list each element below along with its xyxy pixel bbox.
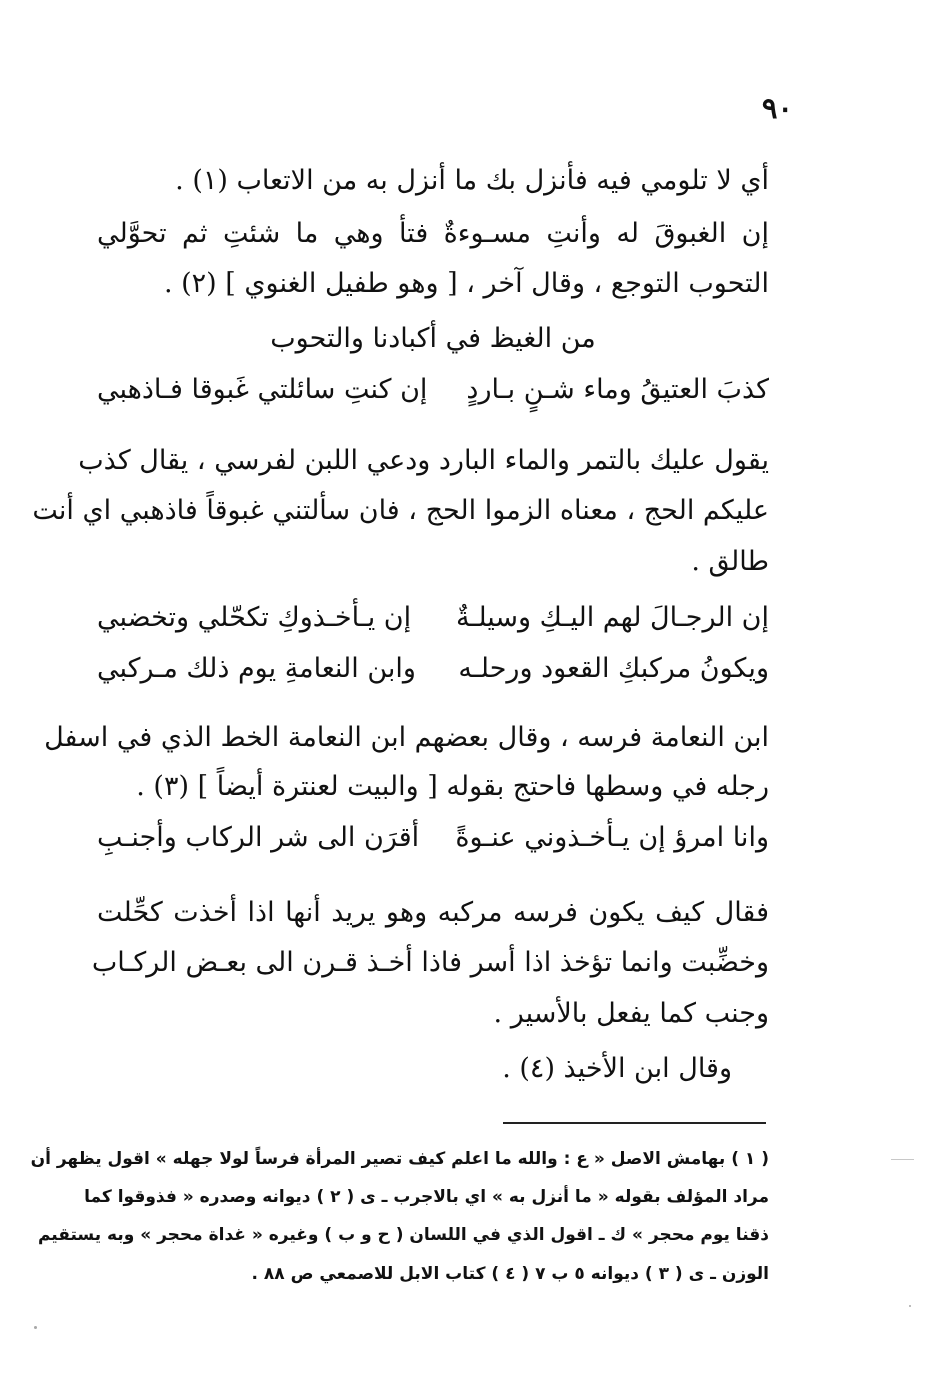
page-number: ٩٠ [761, 91, 793, 125]
poem-hemistich-second: إن كنتِ سائلتي غَبوقا فـاذهبي [97, 374, 428, 405]
poem-hemistich-first: وانا امرؤ إن يـأخـذوني عنـوةً [455, 822, 769, 853]
prose-line: وخضِّبت وانما تؤخذ اذا أسر فاذا أخـذ قـرن الى بعـض الركـاب [91, 947, 769, 978]
paper-speck [34, 1326, 37, 1329]
footnote-separator [503, 1122, 766, 1124]
poem-verse [97, 598, 769, 638]
paper-speck [909, 1305, 911, 1307]
poem-hemistich-first: إن الرجـالَ لهم اليـكِ وسيلـةٌ [455, 602, 769, 633]
prose-line: إن الغبوقَ له وأنتِ مسـوءةٌ فتأ وهي ما شئتِ ثم تحوَّلي [97, 218, 769, 249]
prose-line: وقال ابن الأخيذ (٤) . [502, 1053, 732, 1084]
poem-hemistich-first: ويكونُ مركبكِ القعود ورحلـه [458, 653, 769, 684]
prose-line: رجله في وسطها فاحتج بقوله [ والبيت لعنترة أيضاً ] (٣) . [136, 771, 769, 802]
footnote-line: الوزن ـ ى ( ٣ ) ديوانه ٥ ب ٧ ( ٤ ) كتاب الابل للاصمعي ص ٨٨ . [251, 1264, 769, 1284]
prose-line: وجنب كما يفعل بالأسير . [493, 998, 769, 1029]
prose-line: التحوب التوجع ، وقال آخر ، [ وهو طفيل الغنوي ] (٢) . [163, 268, 769, 299]
footnote-line: مراد المؤلف بقوله « ما أنزل به » اي بالاجرب ـ ى ( ٢ ) ديوانه وصدره « فذوقوا كما [84, 1187, 769, 1207]
footnote-line: ذقنا يوم محجر » ك ـ اقول الذي في اللسان ( ح و ب ) وغيره « غداة محجر » وبه يستقيم [37, 1225, 769, 1245]
poem-hemistich-second: أقرَن الى شر الركاب وأجنـبِ [97, 822, 420, 853]
poem-hemistich-second: وابن النعامةِ يوم ذلك مـركبي [97, 653, 416, 684]
prose-line: عليكم الحج ، معناه الزموا الحج ، فان سألتني غبوقاً فاذهبي اي أنت [32, 495, 769, 526]
prose-line: أي لا تلومي فيه فأنزل بك ما أنزل به من الاتعاب (١) . [175, 165, 769, 196]
prose-line: فقال كيف يكون فرسه مركبه وهو يريد أنها اذا أخذت كحِّلت [97, 897, 769, 928]
poem-hemistich-first: كذبَ العتيقُ وماء شـنٍ بـاردٍ [466, 374, 769, 405]
poem-verse [97, 818, 769, 858]
margin-mark [891, 1159, 914, 1160]
prose-line: طالق . [691, 546, 769, 577]
centered-verse-line: من الغيظ في أكبادنا والتحوب [270, 323, 596, 354]
poem-verse [97, 649, 769, 689]
poem-hemistich-second: إن يـأخـذوكِ تكحّلي وتخضبي [97, 602, 412, 633]
footnote-line: ( ١ ) بهامش الاصل « ع : والله ما اعلم كيف تصير المرأة فرساً لولا جهله » اقول يظهر أن [30, 1149, 769, 1169]
prose-line: يقول عليك بالتمر والماء البارد ودعي اللبن لفرسي ، يقال كذب [78, 445, 769, 476]
prose-line: ابن النعامة فرسه ، وقال بعضهم ابن النعامة الخط الذي في اسفل [44, 722, 769, 753]
poem-verse [97, 370, 769, 410]
